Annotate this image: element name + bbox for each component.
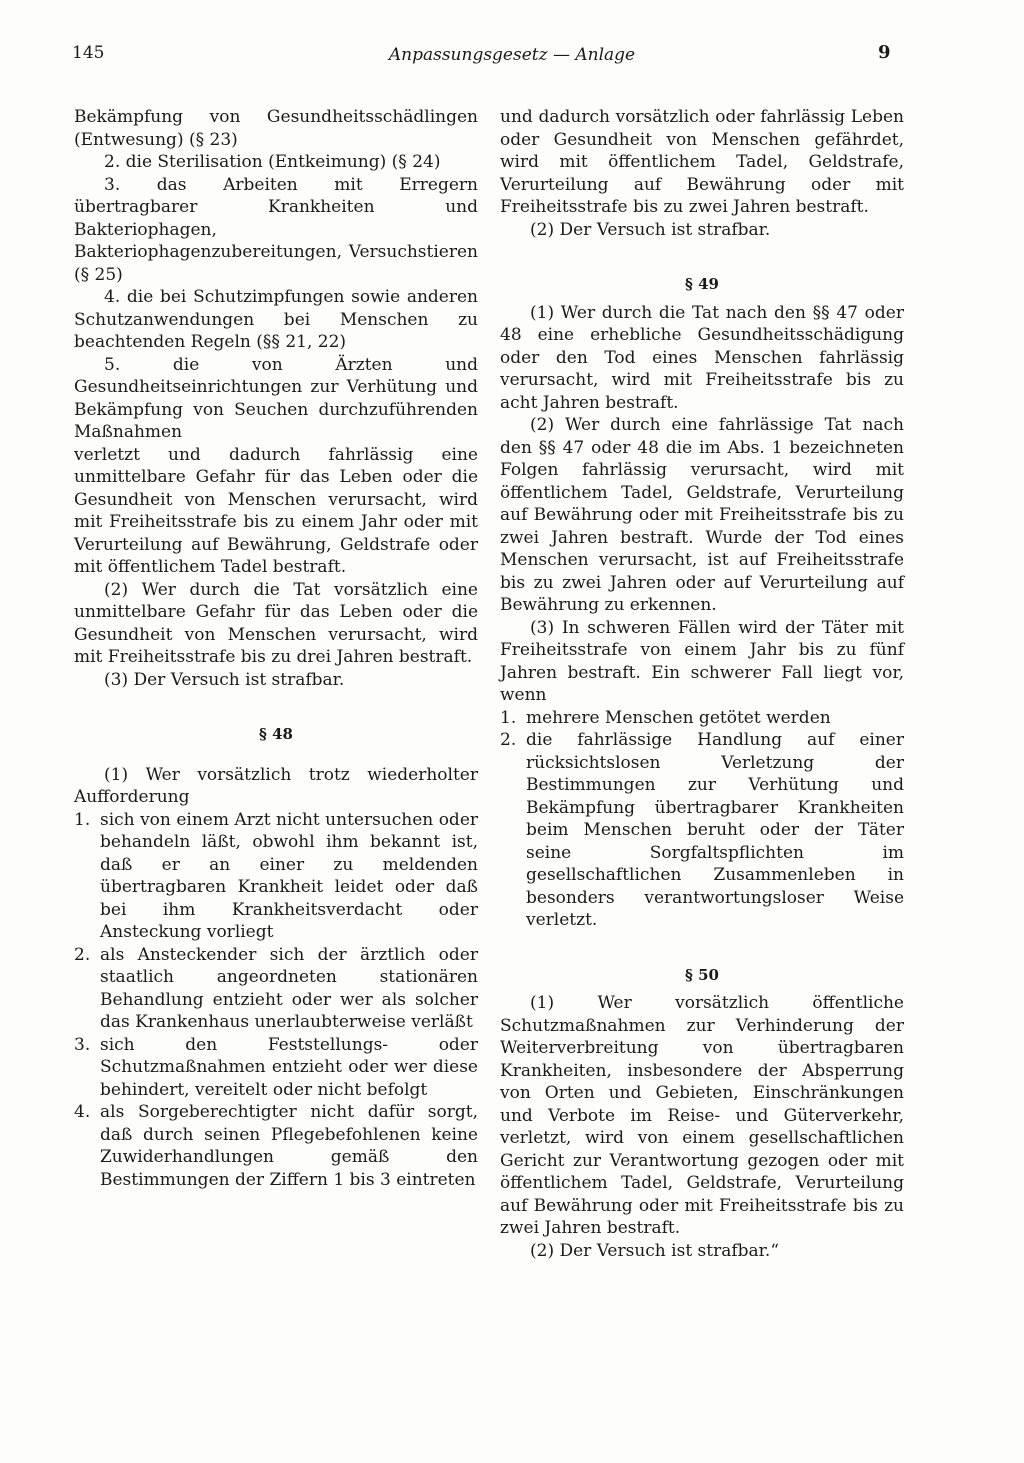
paragraph: (1) Wer vorsätzlich öffentliche Schutzmaßnahmen zur Verhinderung der Weiterverbreitung von übertragbaren Krankheiten, insbesondere der Absperrung von Orten und Gebieten, Einschränkungen und Verbote im Reise- und Güterverkehr, verletzt, wird von einem gesellschaftlichen Gericht zur Verantwortung gezogen oder mit öffentlichem Tadel, Geldstrafe, Verurteilung auf Bewährung oder mit Freiheitsstrafe bis zu zwei Jahren bestraft. xyxy=(500,993,904,1238)
paragraph: (3) Der Versuch ist strafbar. xyxy=(104,669,345,690)
paragraph: Bekämpfung von Gesundheitsschädlingen (Entwesung) (§ 23) xyxy=(74,107,478,150)
issue-number: 9 xyxy=(878,42,891,63)
list-text: als Ansteckender sich der ärztlich oder staatlich angeordneten stationären Behandlung entzieht oder wer als solcher das Krankenhaus unerlaubterweise verläßt xyxy=(100,944,478,1032)
paragraph: und dadurch vorsätzlich oder fahrlässig Leben oder Gesundheit von Menschen gefährdet, wird mit öffentlichem Tadel, Geldstrafe, Verurteilung auf Bewährung oder mit Freiheitsstrafe bis zu zwei Jahren bestraft. xyxy=(500,107,904,217)
paragraph: (2) Wer durch eine fahrlässige Tat nach den §§ 47 oder 48 die im Abs. 1 bezeichneten Folgen fahrlässig verursacht, wird mit öffentlichem Tadel, Geldstrafe, Verurteilung auf Bewährung oder mit Freiheitsstrafe bis zu zwei Jahren bestraft. Wurde der Tod eines Menschen verursacht, ist auf Freiheitsstrafe bis zu zwei Jahren oder auf Verurteilung auf Bewährung zu erkennen. xyxy=(500,415,904,615)
paragraph: 2. die Sterilisation (Entkeimung) (§ 24) xyxy=(104,152,441,172)
list-number: 1. xyxy=(74,809,91,830)
list-text: sich von einem Arzt nicht untersuchen oder behandeln läßt, obwohl ihm bekannt ist, daß er an einer zu meldenden übertragbaren Krankheit leidet oder daß bei ihm Krankheitsverdacht oder Ansteckung vorliegt xyxy=(100,809,478,942)
page-number: 145 xyxy=(72,43,105,63)
running-title: Anpassungsgesetz — Anlage xyxy=(388,45,636,65)
paragraph: (1) Wer durch die Tat nach den §§ 47 oder 48 eine erhebliche Gesundheitsschädigung oder den Tod eines Menschen fahrlässig verursacht, wird mit Freiheitsstrafe bis zu acht Jahren bestraft. xyxy=(500,302,904,413)
paragraph: (2) Der Versuch ist strafbar. xyxy=(530,219,771,240)
paragraph: 5. die von Ärzten und Gesundheitseinrichtungen zur Verhütung und Bekämpfung von Seuchen durchzuführenden Maßnahmen xyxy=(74,354,478,442)
right-column xyxy=(500,106,904,1262)
paragraph: 4. die bei Schutzimpfungen sowie anderen Schutzanwendungen bei Menschen zu beachtenden Regeln (§§ 21, 22) xyxy=(74,287,478,352)
list-text: mehrere Menschen getötet werden xyxy=(526,707,831,728)
list-text: die fahrlässige Handlung auf einer rücksichtslosen Verletzung der Bestimmungen zur Verhütung und Bekämpfung übertragbarer Krankheiten beim Menschen beruht oder der Täter seine Sorgfaltspflichten im gesellschaftlichen Zusammenleben in besonders verantwortungsloser Weise verletzt. xyxy=(526,730,904,930)
list-item xyxy=(500,707,904,730)
list-number: 3. xyxy=(74,1034,91,1055)
section-heading-50: § 50 xyxy=(685,965,719,984)
paragraph: (3) In schweren Fällen wird der Täter mit Freiheitsstrafe von einem Jahr bis zu fünf Jahren bestraft. Ein schwerer Fall liegt vor, wenn xyxy=(500,617,904,705)
list-item xyxy=(74,944,478,1034)
section-heading-48: § 48 xyxy=(259,725,293,743)
list-item xyxy=(500,729,904,932)
list-item xyxy=(74,809,478,944)
list-number: 2. xyxy=(74,944,91,965)
left-column xyxy=(74,106,478,1191)
list-item xyxy=(74,1034,478,1102)
paragraph: verletzt und dadurch fahrlässig eine unmittelbare Gefahr für das Leben oder die Gesundheit von Menschen verursacht, wird mit Freiheitsstrafe bis zu einem Jahr oder mit Verurteilung auf Bewährung, Geldstrafe oder mit öffentlichem Tadel bestraft. xyxy=(74,444,478,577)
paragraph: (2) Wer durch die Tat vorsätzlich eine unmittelbare Gefahr für das Leben oder die Gesundheit von Menschen verursacht, wird mit Freiheitsstrafe bis zu drei Jahren bestraft. xyxy=(74,579,478,667)
list-text: als Sorgeberechtigter nicht dafür sorgt, daß durch seinen Pflegebefohlenen keine Zuwiderhandlungen gemäß den Bestimmungen der Ziffern 1 bis 3 eintreten xyxy=(100,1102,478,1190)
paragraph: (1) Wer vorsätzlich trotz wiederholter Aufforderung xyxy=(74,764,478,807)
list-number: 2. xyxy=(500,730,517,750)
paragraph: (2) Der Versuch ist strafbar.“ xyxy=(530,1240,780,1261)
section-heading-49: § 49 xyxy=(685,275,719,293)
list-number: 1. xyxy=(500,707,517,728)
list-text: sich den Feststellungs- oder Schutzmaßnahmen entzieht oder wer diese behindert, vereitelt oder nicht befolgt xyxy=(100,1034,478,1100)
list-item xyxy=(74,1101,478,1191)
list-number: 4. xyxy=(74,1102,91,1122)
paragraph: 3. das Arbeiten mit Erregern übertragbarer Krankheiten und Bakteriophagen, Bakteriophagenzubereitungen, Versuchstieren (§ 25) xyxy=(74,174,478,285)
